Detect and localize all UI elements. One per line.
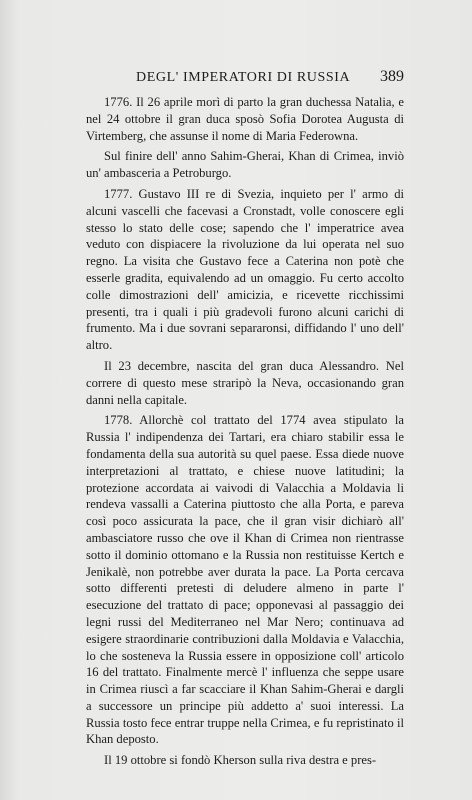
paragraph-1778-treaty: 1778. Allorchè col trattato del 1774 avea stipulato la Russia l' indipendenza dei Tartari, era chiaro stabilir essa le fondamenta della sua autorità su quel paese. Essa diede nuove interpretazioni al trattato, e chiese nuove latitudini; la protezione accordata ai vaivodi di Valacchia a Moldavia li rendeva vassalli a Caterina piuttosto che alla Porta, e pareva così poco assicurata la pace, che il gran visir dichiarò all' ambasciatore russo che ove il Khan di Crimea non rientrasse sotto il dominio ottomano e la Russia non restituisse Kertch e Jenikalè, non potrebbe aver durata la pace. La Porta cercava sotto differenti pretesti di deludere almeno in parte l' esecuzione del trattato di pace; opponevasi al passaggio dei legni russi del Mediterraneo nel Mar Nero; continuava ad esigere straordinarie contribuzioni dalla Moldavia e Valacchia, lo che sosteneva la Russia essere in opposizione coll' articolo 16 del trattato. Finalmente mercè l' influenza che seppe usare in Crimea riuscì a far scacciare il Khan Sahim-Gherai e dargli a successore un principe più addetto a' suoi interessi. La Russia tosto fece entrar truppe nella Crimea, e fu repristinato il Khan deposto. bbox=[86, 413, 404, 747]
paragraph-1777-gustavo: 1777. Gustavo III re di Svezia, inquieto per l' armo di alcuni vascelli che facevasi a Cronstadt, volle conoscere egli stesso lo stato delle cose; sapendo che l' imperatrice avea veduto con dispiacere la rivoluzione da lui operata nel suo regno. La visita che Gustavo fece a Caterina non potè che esserle gradita, equivalendo ad un omaggio. Fu certo accolto colle dimostrazioni dell' amicizia, e ricevette ricchissimi presenti, tra i quali i più gradevoli furono alcuni carichi di frumento. Ma i due sovrani separaronsi, diffidando l' uno dell' altro. bbox=[86, 186, 404, 353]
running-title: DEGL' IMPERATORI DI RUSSIA bbox=[136, 70, 351, 85]
paragraph-alessandro: Il 23 decembre, nascita del gran duca Alessandro. Nel correre di questo mese straripò la Neva, occasionando gran danni nella capitale. bbox=[86, 358, 404, 407]
paragraph-1776-marriage: 1776. Il 26 aprile morì di parto la gran duchessa Natalia, e nel 24 ottobre il gran duca sposò Sofia Dorotea Augusta di Virtemberg, che assunse il nome di Maria Federowna. bbox=[86, 95, 404, 143]
paragraph-embassy: Sul finire dell' anno Sahim-Gherai, Khan di Crimea, inviò un' ambasceria a Petroburgo. bbox=[86, 149, 404, 181]
page-number: 389 bbox=[380, 68, 404, 85]
body-text bbox=[86, 94, 404, 773]
paragraph-kherson: Il 19 ottobre si fondò Kherson sulla riva destra e pres- bbox=[104, 753, 377, 768]
page-header bbox=[86, 68, 404, 88]
